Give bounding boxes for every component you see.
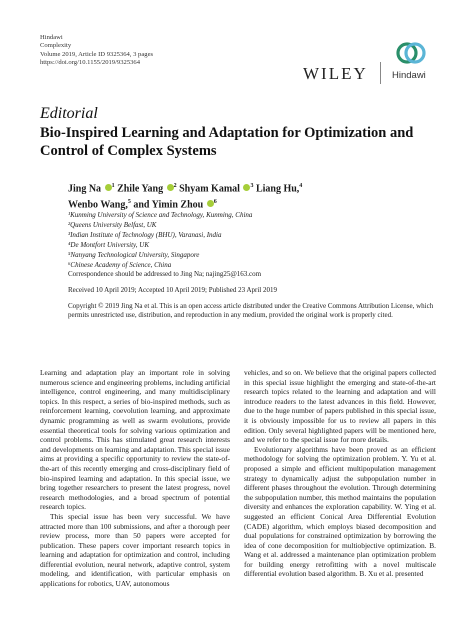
affiliation: ⁶Chinese Academy of Science, China	[68, 261, 172, 270]
author-list	[68, 180, 448, 212]
body-paragraph: Evolutionary algorithms have been proved as an efficient methodology for solving the optimization problem. Y. Yu et al. proposed a simple and efficient multipopulation management strategy to dynamically adjust the subpopulation number in different phases throughout the evolution. Through determining the subpopulation number, this method maintains the population diversity and enhances the exploration capability. W. Ying et al. suggested an efficient Conical Area Differential Evolution (CADE) algorithm, which employs biased decomposition and dual populations for constrained optimization by borrowing the idea of cone decomposition for multiobjective optimization. B. Wang et al. addressed a maintenance plan optimization problem for building energy retrofitting with a novel multiscale differential evolution based algorithm. B. Xu et al. presented	[244, 444, 436, 579]
body-column-left	[40, 368, 230, 589]
affiliation: ³Indian Institute of Technology (BHU), Varanasi, India	[68, 231, 222, 240]
publisher-logos	[303, 38, 443, 82]
doi-link[interactable]: https://doi.org/10.1155/2019/9325364	[40, 59, 141, 67]
correspondence-note: Correspondence should be addressed to Jing Na; najing25@163.com	[68, 270, 262, 278]
article-section: Editorial	[40, 105, 98, 122]
affiliation: ²Queens University Belfast, UK	[68, 221, 157, 230]
publication-dates: Received 10 April 2019; Accepted 10 April 2019; Published 23 April 2019	[68, 286, 278, 294]
author-sup: 4	[299, 183, 303, 189]
affiliation: ⁵Nanyang Technological University, Singapore	[68, 251, 200, 260]
journal-name: Complexity	[40, 42, 72, 50]
hindawi-logo-icon	[395, 38, 427, 68]
copyright-notice: Copyright © 2019 Jing Na et al. This is an open access article distributed under the Creative Commons Attribution License, which permits unrestricted use, distribution, and reproduction in any medium, provided the original work is properly cited.	[68, 302, 434, 319]
author-sup: 6	[213, 198, 217, 205]
body-paragraph: This special issue has been very successful. We have attracted more than 100 submissions, and after a thorough peer review process, more than 50 papers were accepted for publication. These papers cover important research topics in learning and adaptation for optimization and control, including differential evolution, neural network, adaptive control, system modeling, and identification, with particular emphasis on applications for robotics, UAV, autonomous	[40, 511, 230, 589]
affiliation-list	[68, 210, 252, 271]
volume-line: Volume 2019, Article ID 9325364, 3 pages	[40, 50, 154, 58]
author-line-1	[68, 180, 448, 196]
journal-meta	[40, 34, 153, 68]
orcid-icon[interactable]	[167, 184, 174, 191]
body-paragraph: vehicles, and so on. We believe that the original papers collected in this special issue highlight the emerging and state-of-the-art research topics related to the learning and adaptation and will introduce readers to the latest advances in this field. However, due to the huge number of papers published in this special issue, it is obviously impossible for us to review all papers in this edition. Only several highlighted papers will be mentioned here, and we refer to the special issue for more details.	[244, 368, 436, 445]
author-name[interactable]: Liang Hu,	[255, 183, 300, 195]
author-sup: 1	[111, 183, 115, 189]
author-name[interactable]: Shyam Kamal	[179, 183, 240, 195]
author-sup: 2	[173, 183, 177, 189]
author-name[interactable]: Wenbo Wang,	[68, 199, 128, 211]
body-paragraph: Learning and adaptation play an important role in solving numerous science and engineering problems, including artificial intelligence, control engineering, and many multidisciplinary topics. In this respect, a series of bio-inspired methods, such as reinforcement learning, coevolution learning, and approximate dynamic programming as well as swarm evolutions, provide essential theoretical tools for solving various optimization and control problems. This has stimulated great research interests and developments on learning and adaptation. This special issue aims at providing a specific opportunity to review the state-of-the-art of this recently emerging and cross-disciplinary field of bio-inspired learning and adaptation. In this special issue, we bring together researchers to present the latest progress, novel research methodologies, and a broad spectrum of potential research topics.	[40, 368, 230, 512]
affiliation: ⁴De Montfort University, UK	[68, 241, 149, 250]
journal-brand: Hindawi	[40, 34, 63, 41]
orcid-icon[interactable]	[105, 184, 112, 191]
orcid-icon[interactable]	[207, 200, 214, 207]
author-sup: 5	[127, 198, 131, 205]
affiliation: ¹Kunming University of Science and Technology, Kunming, China	[68, 211, 253, 219]
wiley-logo: WILEY	[303, 64, 368, 83]
article-title: Bio-Inspired Learning and Adaptation for Optimization and Control of Complex Systems	[40, 125, 414, 159]
hindawi-wordmark: Hindawi	[392, 70, 426, 81]
author-name[interactable]: and Yimin Zhou	[133, 199, 204, 211]
author-name[interactable]: Zhile Yang	[117, 183, 164, 195]
body-column-right	[244, 368, 436, 579]
author-sup: 3	[250, 183, 254, 189]
author-name[interactable]: Jing Na	[68, 183, 102, 195]
logo-divider	[380, 62, 381, 84]
